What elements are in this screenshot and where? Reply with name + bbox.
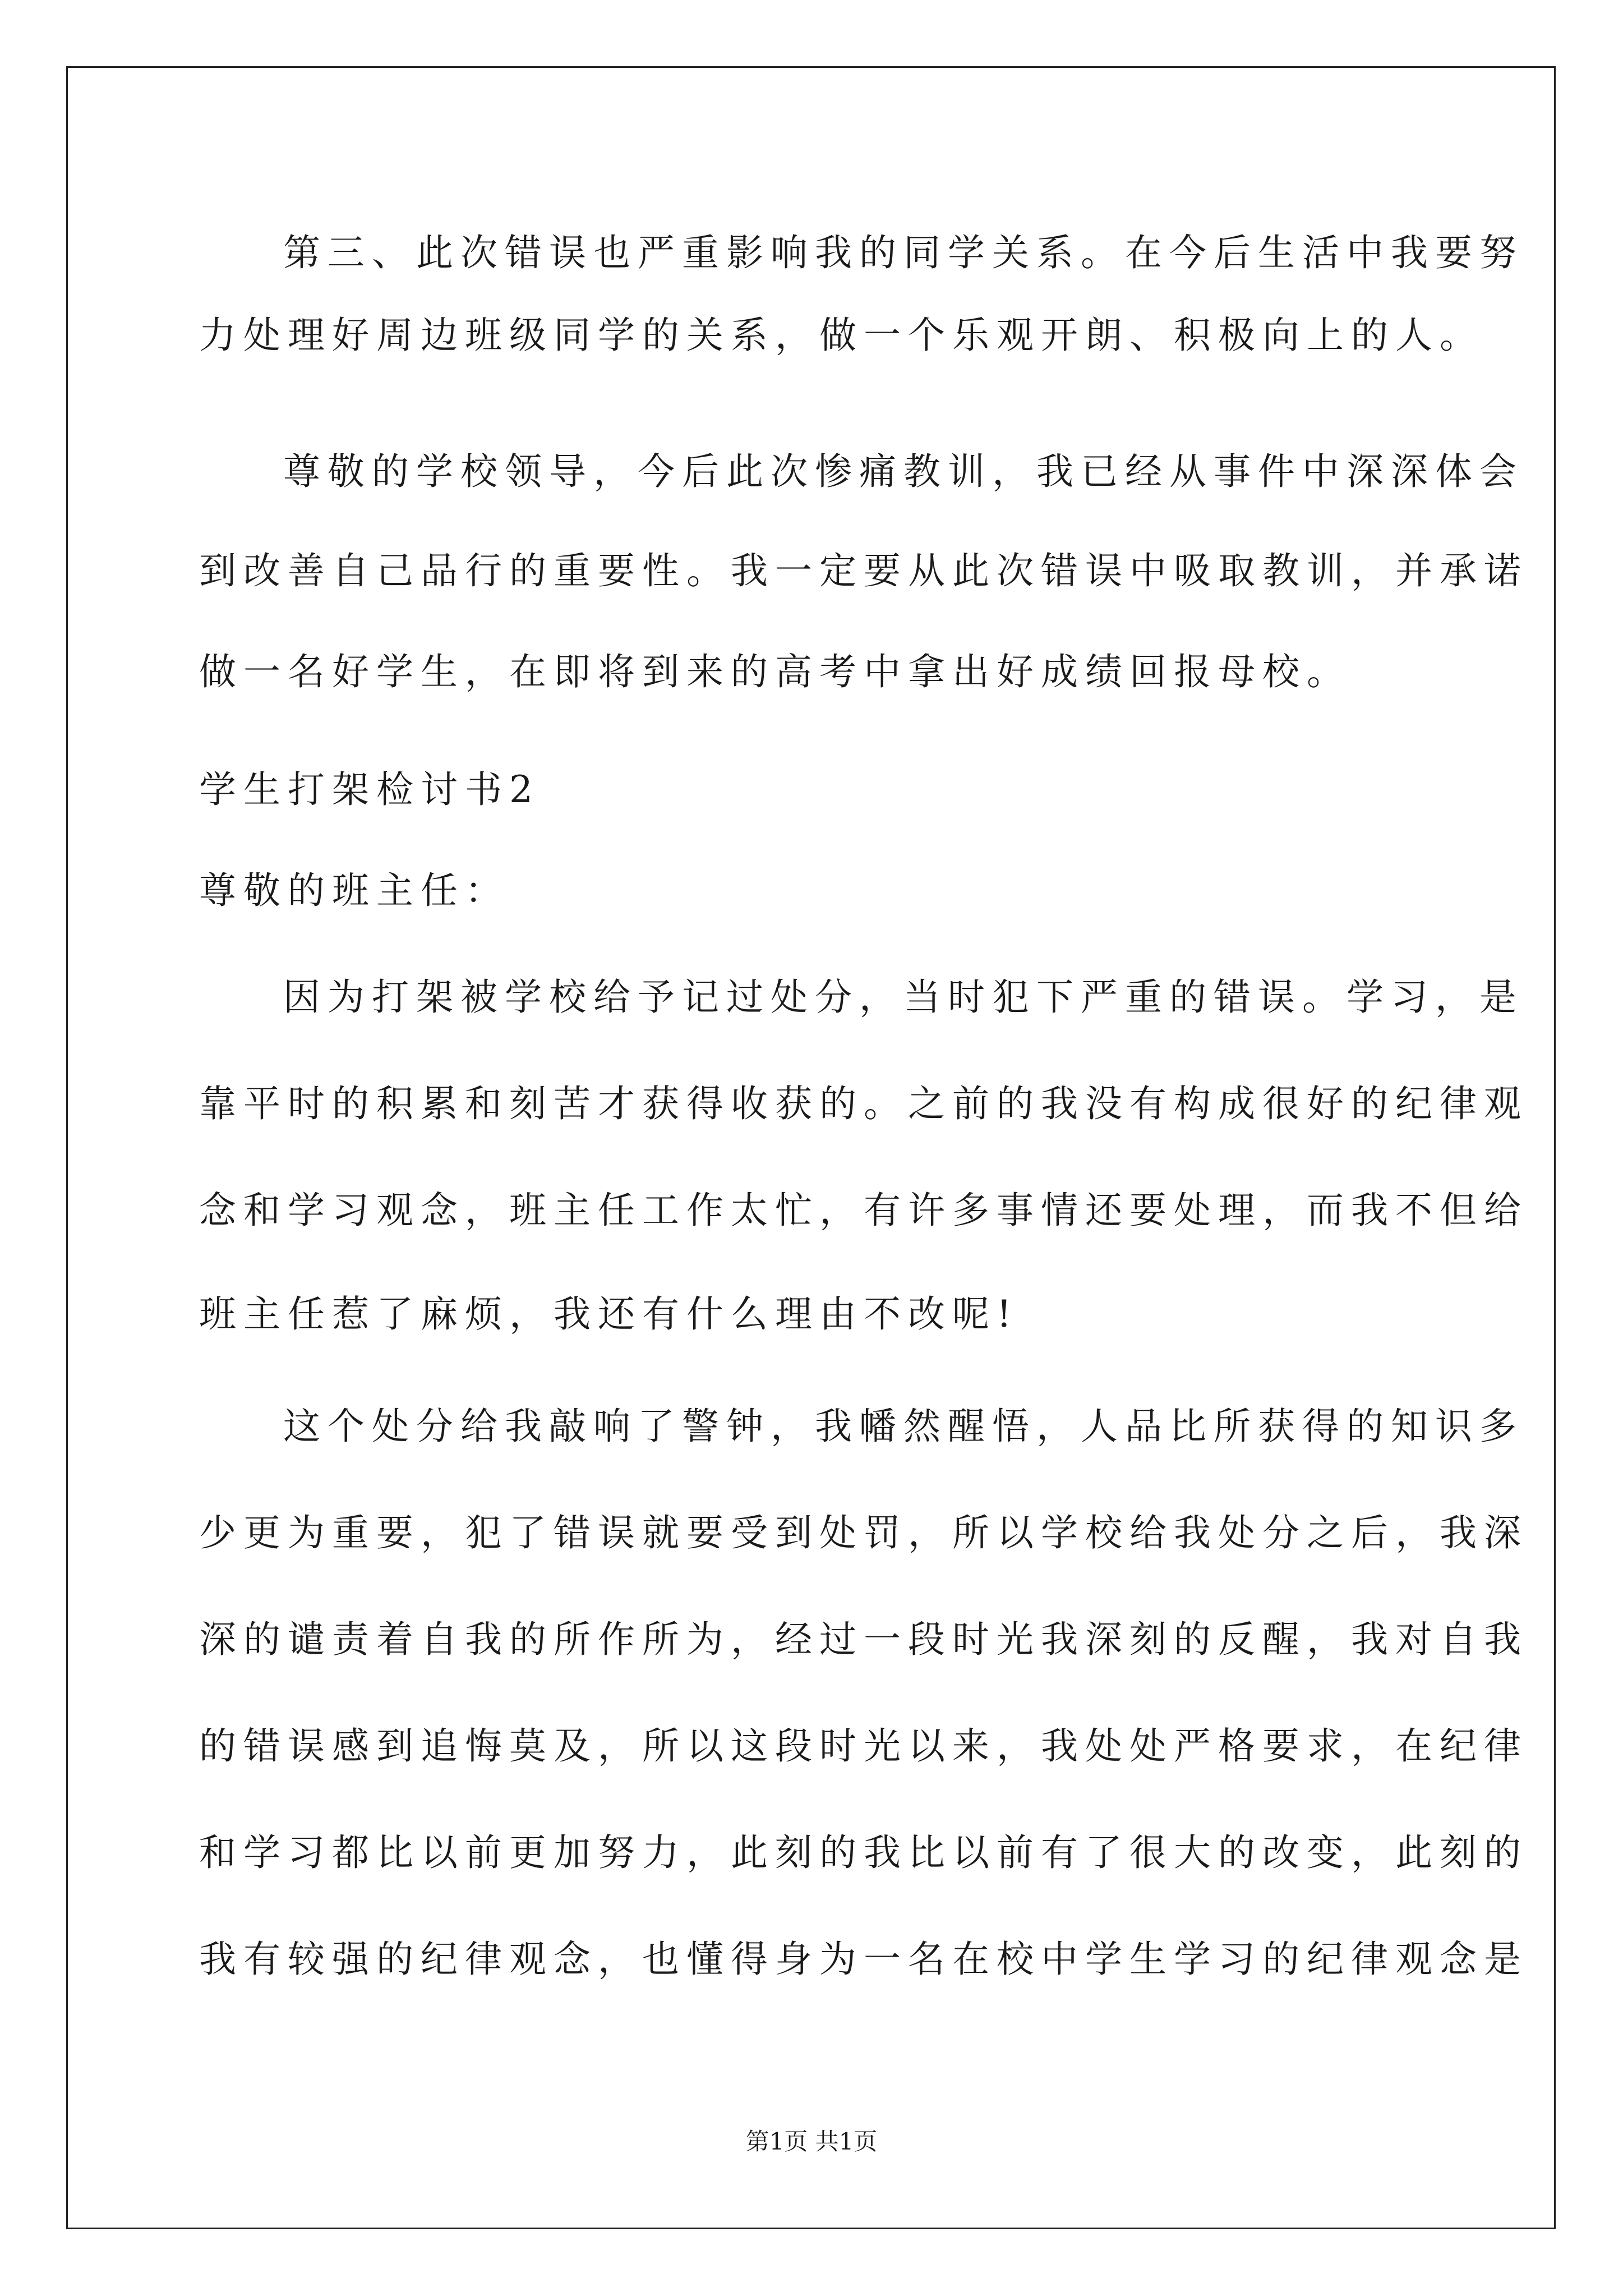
paragraph-line: 和学习都比以前更加努力，此刻的我比以前有了很大的改变，此刻的: [199, 1831, 1528, 1874]
salutation: 尊敬的班主任：: [199, 869, 509, 912]
paragraph-line: 这个处分给我敲响了警钟，我幡然醒悟，人品比所获得的知识多: [283, 1405, 1524, 1448]
paragraph-line: 班主任惹了麻烦，我还有什么理由不改呢!: [199, 1292, 1019, 1336]
paragraph-line: 做一名好学生，在即将到来的高考中拿出好成绩回报母校。: [199, 650, 1351, 693]
paragraph-line: 第三、此次错误也严重影响我的同学关系。在今后生活中我要努: [283, 231, 1524, 274]
page-number-footer: 第1页 共1页: [745, 2128, 878, 2155]
paragraph-line: 我有较强的纪律观念，也懂得身为一名在校中学生学习的纪律观念是: [199, 1938, 1528, 1981]
paragraph-line: 力处理好周边班级同学的关系，做一个乐观开朗、积极向上的人。: [199, 314, 1484, 357]
paragraph-line: 因为打架被学校给予记过处分，当时犯下严重的错误。学习，是: [283, 976, 1524, 1019]
paragraph-line: 少更为重要，犯了错误就要受到处罚，所以学校给我处分之后，我深: [199, 1511, 1528, 1554]
paragraph-line: 念和学习观念，班主任工作太忙，有许多事情还要处理，而我不但给: [199, 1189, 1528, 1232]
paragraph-line: 的错误感到追悔莫及，所以这段时光以来，我处处严格要求，在纪律: [199, 1724, 1528, 1768]
paragraph-line: 靠平时的积累和刻苦才获得收获的。之前的我没有构成很好的纪律观: [199, 1082, 1528, 1125]
page-border: [66, 66, 1556, 2229]
paragraph-line: 到改善自己品行的重要性。我一定要从此次错误中吸取教训，并承诺: [199, 549, 1528, 592]
paragraph-line: 深的谴责着自我的所作所为，经过一段时光我深刻的反醒，我对自我: [199, 1618, 1528, 1661]
paragraph-line: 尊敬的学校领导，今后此次惨痛教训，我已经从事件中深深体会: [283, 450, 1524, 493]
section-heading: 学生打架检讨书2: [199, 768, 540, 811]
